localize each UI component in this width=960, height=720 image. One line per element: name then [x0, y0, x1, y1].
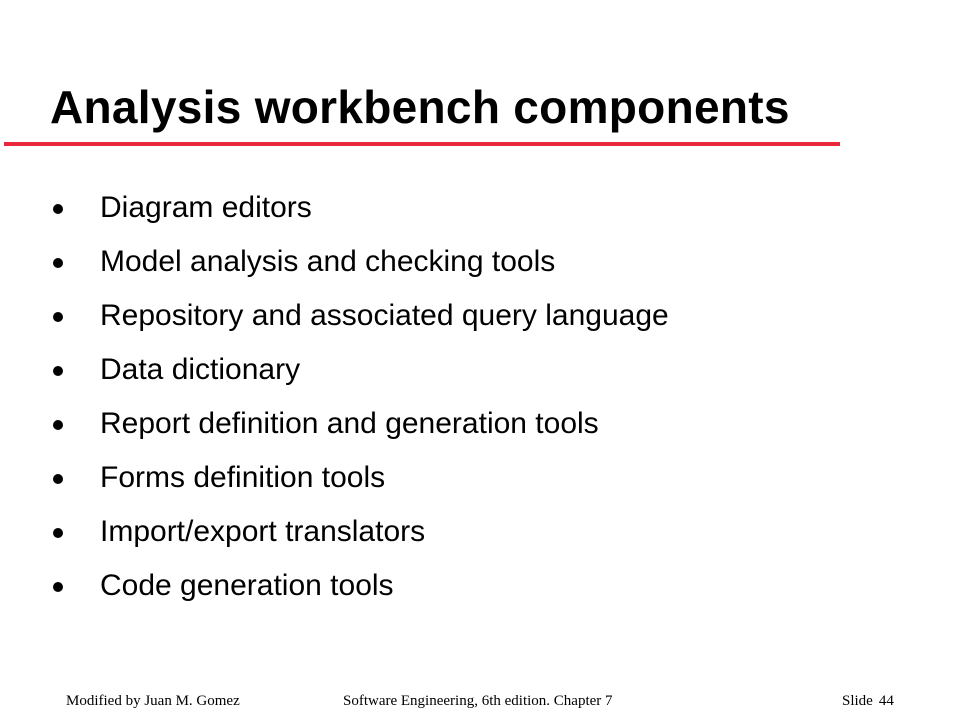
bullet-item [0, 185, 900, 239]
bullet-icon [53, 474, 63, 484]
bullet-item [0, 401, 900, 455]
bullet-text: Code generation tools [100, 569, 394, 602]
footer-slide-number: 44 [878, 693, 894, 709]
footer-author: Modified by Juan M. Gomez [66, 693, 240, 709]
bullet-item [0, 509, 900, 563]
bullet-icon [53, 528, 63, 538]
bullet-icon [53, 312, 63, 322]
bullet-item [0, 563, 900, 617]
bullet-text: Model analysis and checking tools [100, 245, 556, 278]
bullet-item [0, 455, 900, 509]
footer-slide-label: Slide [842, 693, 873, 709]
bullet-item [0, 293, 900, 347]
bullet-text: Import/export translators [100, 515, 426, 548]
bullet-item [0, 347, 900, 401]
bullet-text: Diagram editors [100, 191, 312, 224]
bullet-icon [53, 582, 63, 592]
footer-slide-indicator [842, 692, 894, 710]
bullet-icon [53, 366, 63, 376]
title-underline [4, 142, 840, 146]
bullet-text: Forms definition tools [100, 461, 386, 494]
bullet-list [0, 185, 900, 617]
bullet-text: Report definition and generation tools [100, 407, 599, 440]
bullet-text: Data dictionary [100, 353, 301, 386]
bullet-item [0, 239, 900, 293]
footer-book-title: Software Engineering, 6th edition. Chapter 7 [343, 693, 613, 709]
bullet-icon [53, 258, 63, 268]
bullet-icon [53, 420, 63, 430]
bullet-icon [53, 204, 63, 214]
bullet-text: Repository and associated query language [100, 299, 669, 332]
slide-title: Analysis workbench components [50, 81, 790, 133]
